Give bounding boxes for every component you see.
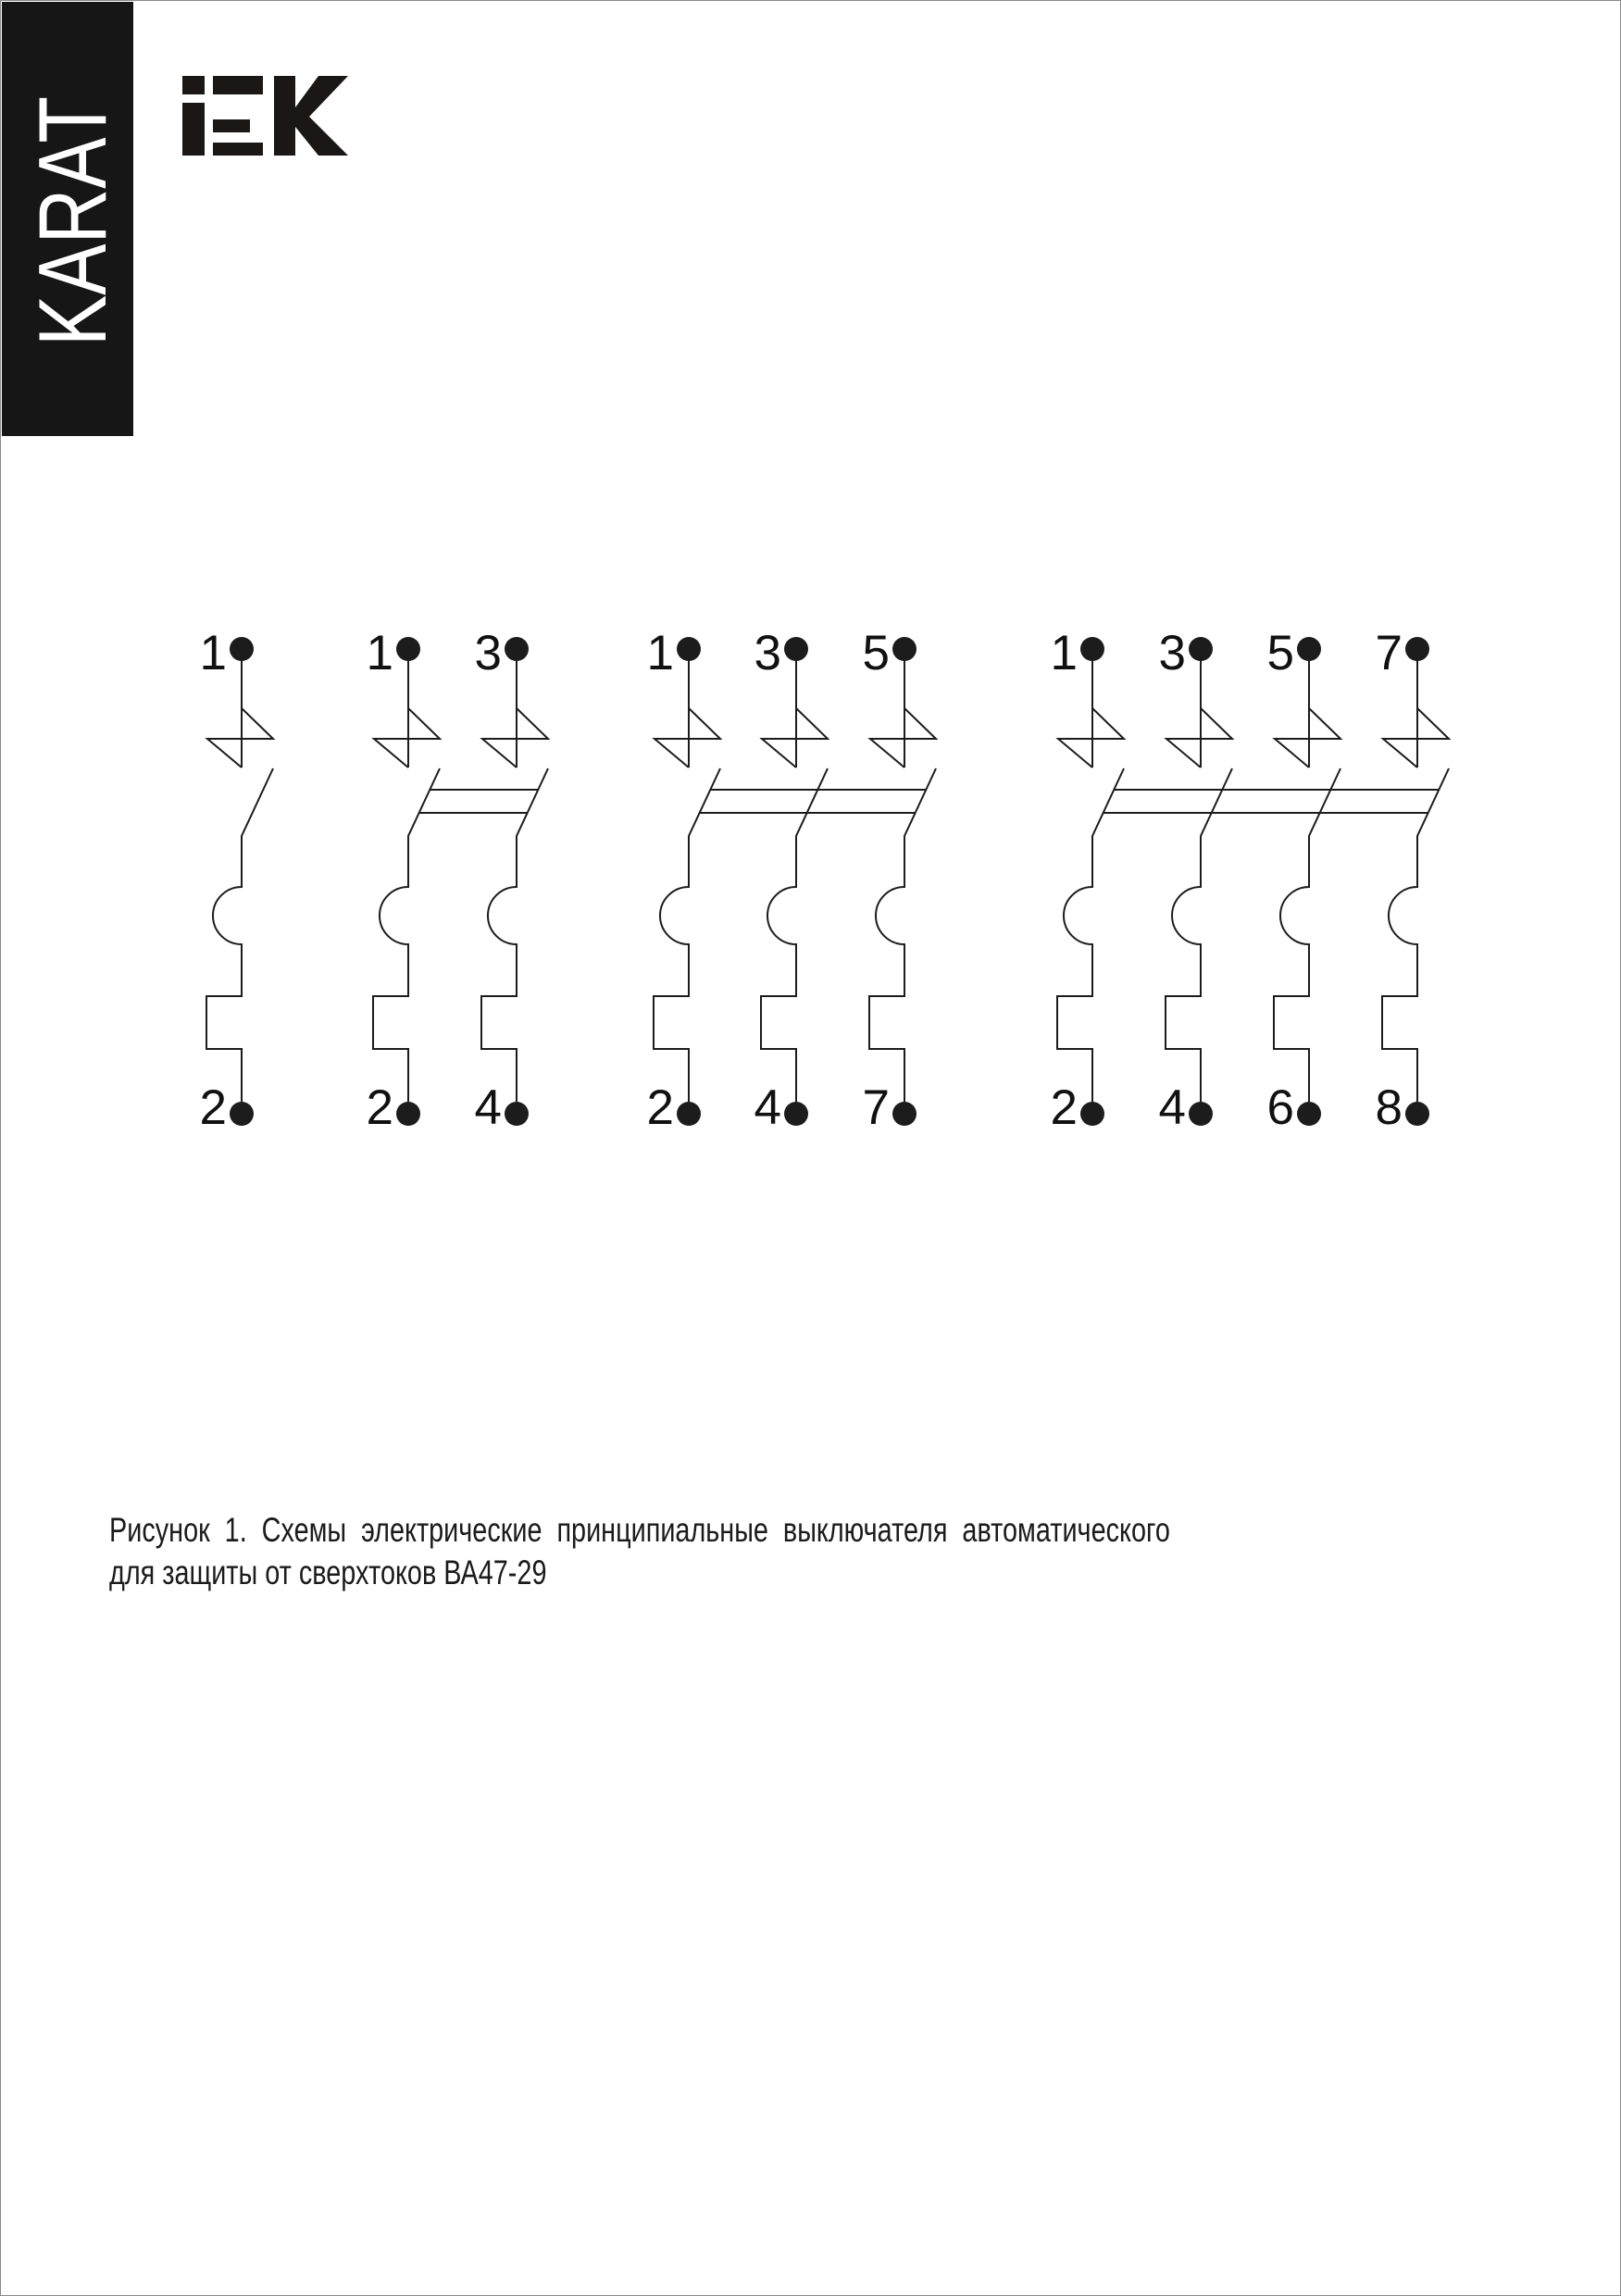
caption-line-2: для защиты от сверхтоков ВА47-29 bbox=[109, 1554, 547, 1591]
terminal-label-bottom: 2 bbox=[646, 1080, 674, 1135]
figure-caption bbox=[109, 1509, 1170, 1594]
terminal-dot-bottom bbox=[505, 1102, 529, 1126]
terminal-label-bottom: 6 bbox=[1266, 1080, 1294, 1135]
caption-word: выключателя bbox=[782, 1511, 948, 1549]
terminal-dot-top bbox=[1297, 637, 1321, 661]
terminal-label-top: 1 bbox=[1050, 626, 1078, 680]
terminal-dot-top bbox=[1405, 637, 1429, 661]
terminal-dot-bottom bbox=[1189, 1102, 1213, 1126]
terminal-label-bottom: 7 bbox=[862, 1080, 890, 1135]
karat-banner-label: KARAT bbox=[19, 31, 127, 346]
terminal-dot-top bbox=[230, 637, 254, 661]
diagram-3-pole bbox=[647, 626, 936, 1135]
terminal-label-top: 5 bbox=[1266, 626, 1294, 680]
pole-circuit bbox=[206, 649, 273, 1102]
terminal-label-bottom: 2 bbox=[366, 1080, 393, 1135]
caption-word: принципиальные bbox=[556, 1511, 768, 1549]
pole-circuit bbox=[869, 649, 936, 1102]
caption-word: Рисунок bbox=[109, 1511, 210, 1549]
terminal-dot-bottom bbox=[1080, 1102, 1104, 1126]
pole-circuit bbox=[761, 649, 828, 1102]
pole-circuit bbox=[1274, 649, 1340, 1102]
caption-word: 1. bbox=[224, 1511, 247, 1549]
diagram-4-pole bbox=[1051, 626, 1449, 1135]
terminal-dot-top bbox=[1189, 637, 1213, 661]
terminal-label-bottom: 8 bbox=[1375, 1080, 1403, 1135]
terminal-label-top: 5 bbox=[862, 626, 890, 680]
terminal-dot-top bbox=[505, 637, 529, 661]
pole-circuit bbox=[1057, 649, 1124, 1102]
terminal-dot-top bbox=[396, 637, 420, 661]
terminal-label-bottom: 4 bbox=[474, 1080, 502, 1135]
terminal-dot-top bbox=[784, 637, 808, 661]
terminal-label-top: 1 bbox=[366, 626, 393, 680]
terminal-label-top: 1 bbox=[199, 626, 227, 680]
terminal-label-top: 3 bbox=[754, 626, 781, 680]
pole-circuit bbox=[481, 649, 548, 1102]
terminal-dot-top bbox=[892, 637, 916, 661]
terminal-dot-bottom bbox=[396, 1102, 420, 1126]
terminal-label-bottom: 2 bbox=[199, 1080, 227, 1135]
terminal-dot-bottom bbox=[892, 1102, 916, 1126]
terminal-label-top: 1 bbox=[646, 626, 674, 680]
terminal-label-top: 3 bbox=[1158, 626, 1186, 680]
terminal-dot-bottom bbox=[677, 1102, 701, 1126]
caption-word: электрические bbox=[361, 1511, 542, 1549]
terminal-dot-top bbox=[1080, 637, 1104, 661]
terminal-dot-top bbox=[677, 637, 701, 661]
terminal-dot-bottom bbox=[1405, 1102, 1429, 1126]
diagram-1-pole bbox=[200, 626, 273, 1135]
caption-word: автоматического bbox=[962, 1511, 1170, 1549]
pole-circuit bbox=[654, 649, 720, 1102]
diagram-2-pole bbox=[367, 626, 548, 1135]
pole-circuit bbox=[1166, 649, 1232, 1102]
terminal-label-top: 3 bbox=[474, 626, 502, 680]
pole-circuit bbox=[1382, 649, 1449, 1102]
terminal-label-bottom: 4 bbox=[1158, 1080, 1186, 1135]
breaker-schematics bbox=[1, 1, 1620, 2295]
terminal-dot-bottom bbox=[784, 1102, 808, 1126]
terminal-label-bottom: 2 bbox=[1050, 1080, 1078, 1135]
pole-circuit bbox=[373, 649, 440, 1102]
terminal-dot-bottom bbox=[1297, 1102, 1321, 1126]
terminal-label-bottom: 4 bbox=[754, 1080, 781, 1135]
terminal-label-top: 7 bbox=[1375, 626, 1403, 680]
caption-line-1 bbox=[109, 1509, 1170, 1552]
terminal-dot-bottom bbox=[230, 1102, 254, 1126]
caption-word: Схемы bbox=[261, 1511, 347, 1549]
